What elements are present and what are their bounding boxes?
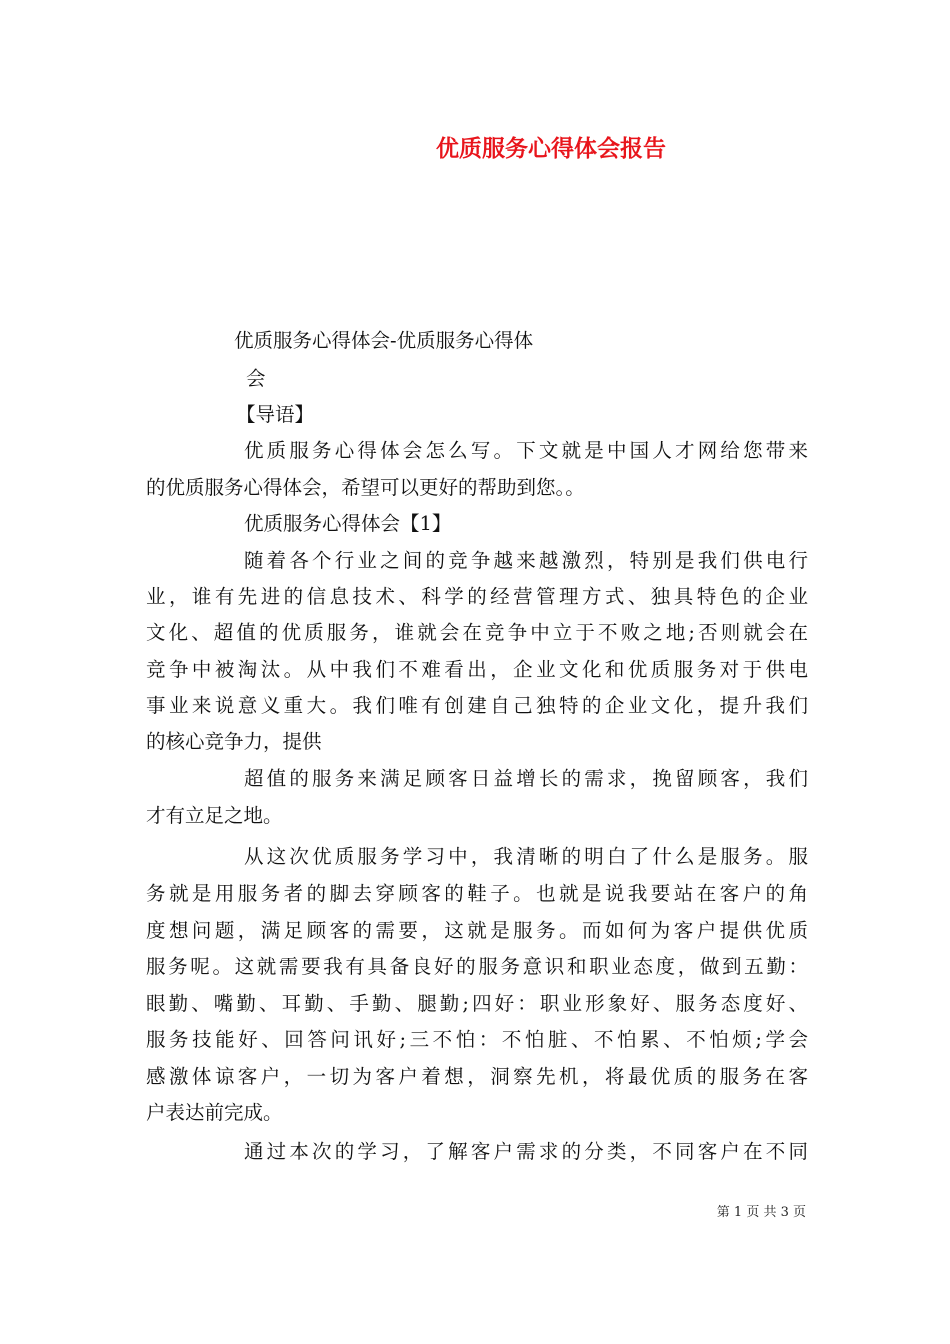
page-number: 第 1 页 共 3 页: [716, 1205, 806, 1220]
section-heading: 优质服务心得体会【1】: [244, 512, 452, 535]
body-line: 感激体谅客户，一切为客户着想，洞察先机，将最优质的服务在客: [146, 1065, 808, 1088]
body-line: 业，谁有先进的信息技术、科学的经营管理方式、独具特色的企业: [146, 585, 808, 608]
heading-line-1: 优质服务心得体会-优质服务心得体: [234, 329, 534, 352]
document-title: 优质服务心得体会报告: [436, 135, 666, 162]
body-line: 服务呢。这就需要我有具备良好的服务意识和职业态度，做到五勤：: [146, 955, 808, 978]
body-line: 通过本次的学习，了解客户需求的分类，不同客户在不同: [244, 1140, 808, 1163]
body-line: 优质服务心得体会怎么写。下文就是中国人才网给您带来: [244, 439, 808, 462]
body-line: 竞争中被淘汰。从中我们不难看出，企业文化和优质服务对于供电: [146, 658, 808, 681]
body-line: 度想问题，满足顾客的需要，这就是服务。而如何为客户提供优质: [146, 919, 808, 942]
body-line: 超值的服务来满足顾客日益增长的需求，挽留顾客，我们: [244, 767, 808, 790]
body-line: 的优质服务心得体会，希望可以更好的帮助到您。。: [146, 476, 585, 499]
body-line: 随着各个行业之间的竞争越来越激烈，特别是我们供电行: [244, 549, 808, 572]
body-line: 服务技能好、回答问讯好;三不怕：不怕脏、不怕累、不怕烦;学会: [146, 1028, 808, 1051]
body-line: 才有立足之地。: [146, 804, 283, 827]
body-line: 从这次优质服务学习中，我清晰的明白了什么是服务。服: [244, 845, 808, 868]
body-line: 务就是用服务者的脚去穿顾客的鞋子。也就是说我要站在客户的角: [146, 882, 808, 905]
body-line: 户表达前完成。: [146, 1101, 283, 1124]
body-line: 文化、超值的优质服务，谁就会在竞争中立于不败之地;否则就会在: [146, 621, 808, 644]
heading-line-2: 会: [246, 367, 266, 390]
body-line: 事业来说意义重大。我们唯有创建自己独特的企业文化，提升我们: [146, 694, 808, 717]
lead-label: 【导语】: [236, 403, 315, 426]
body-line: 的核心竞争力，提供: [146, 730, 322, 753]
body-line: 眼勤、嘴勤、耳勤、手勤、腿勤;四好：职业形象好、服务态度好、: [146, 992, 808, 1015]
